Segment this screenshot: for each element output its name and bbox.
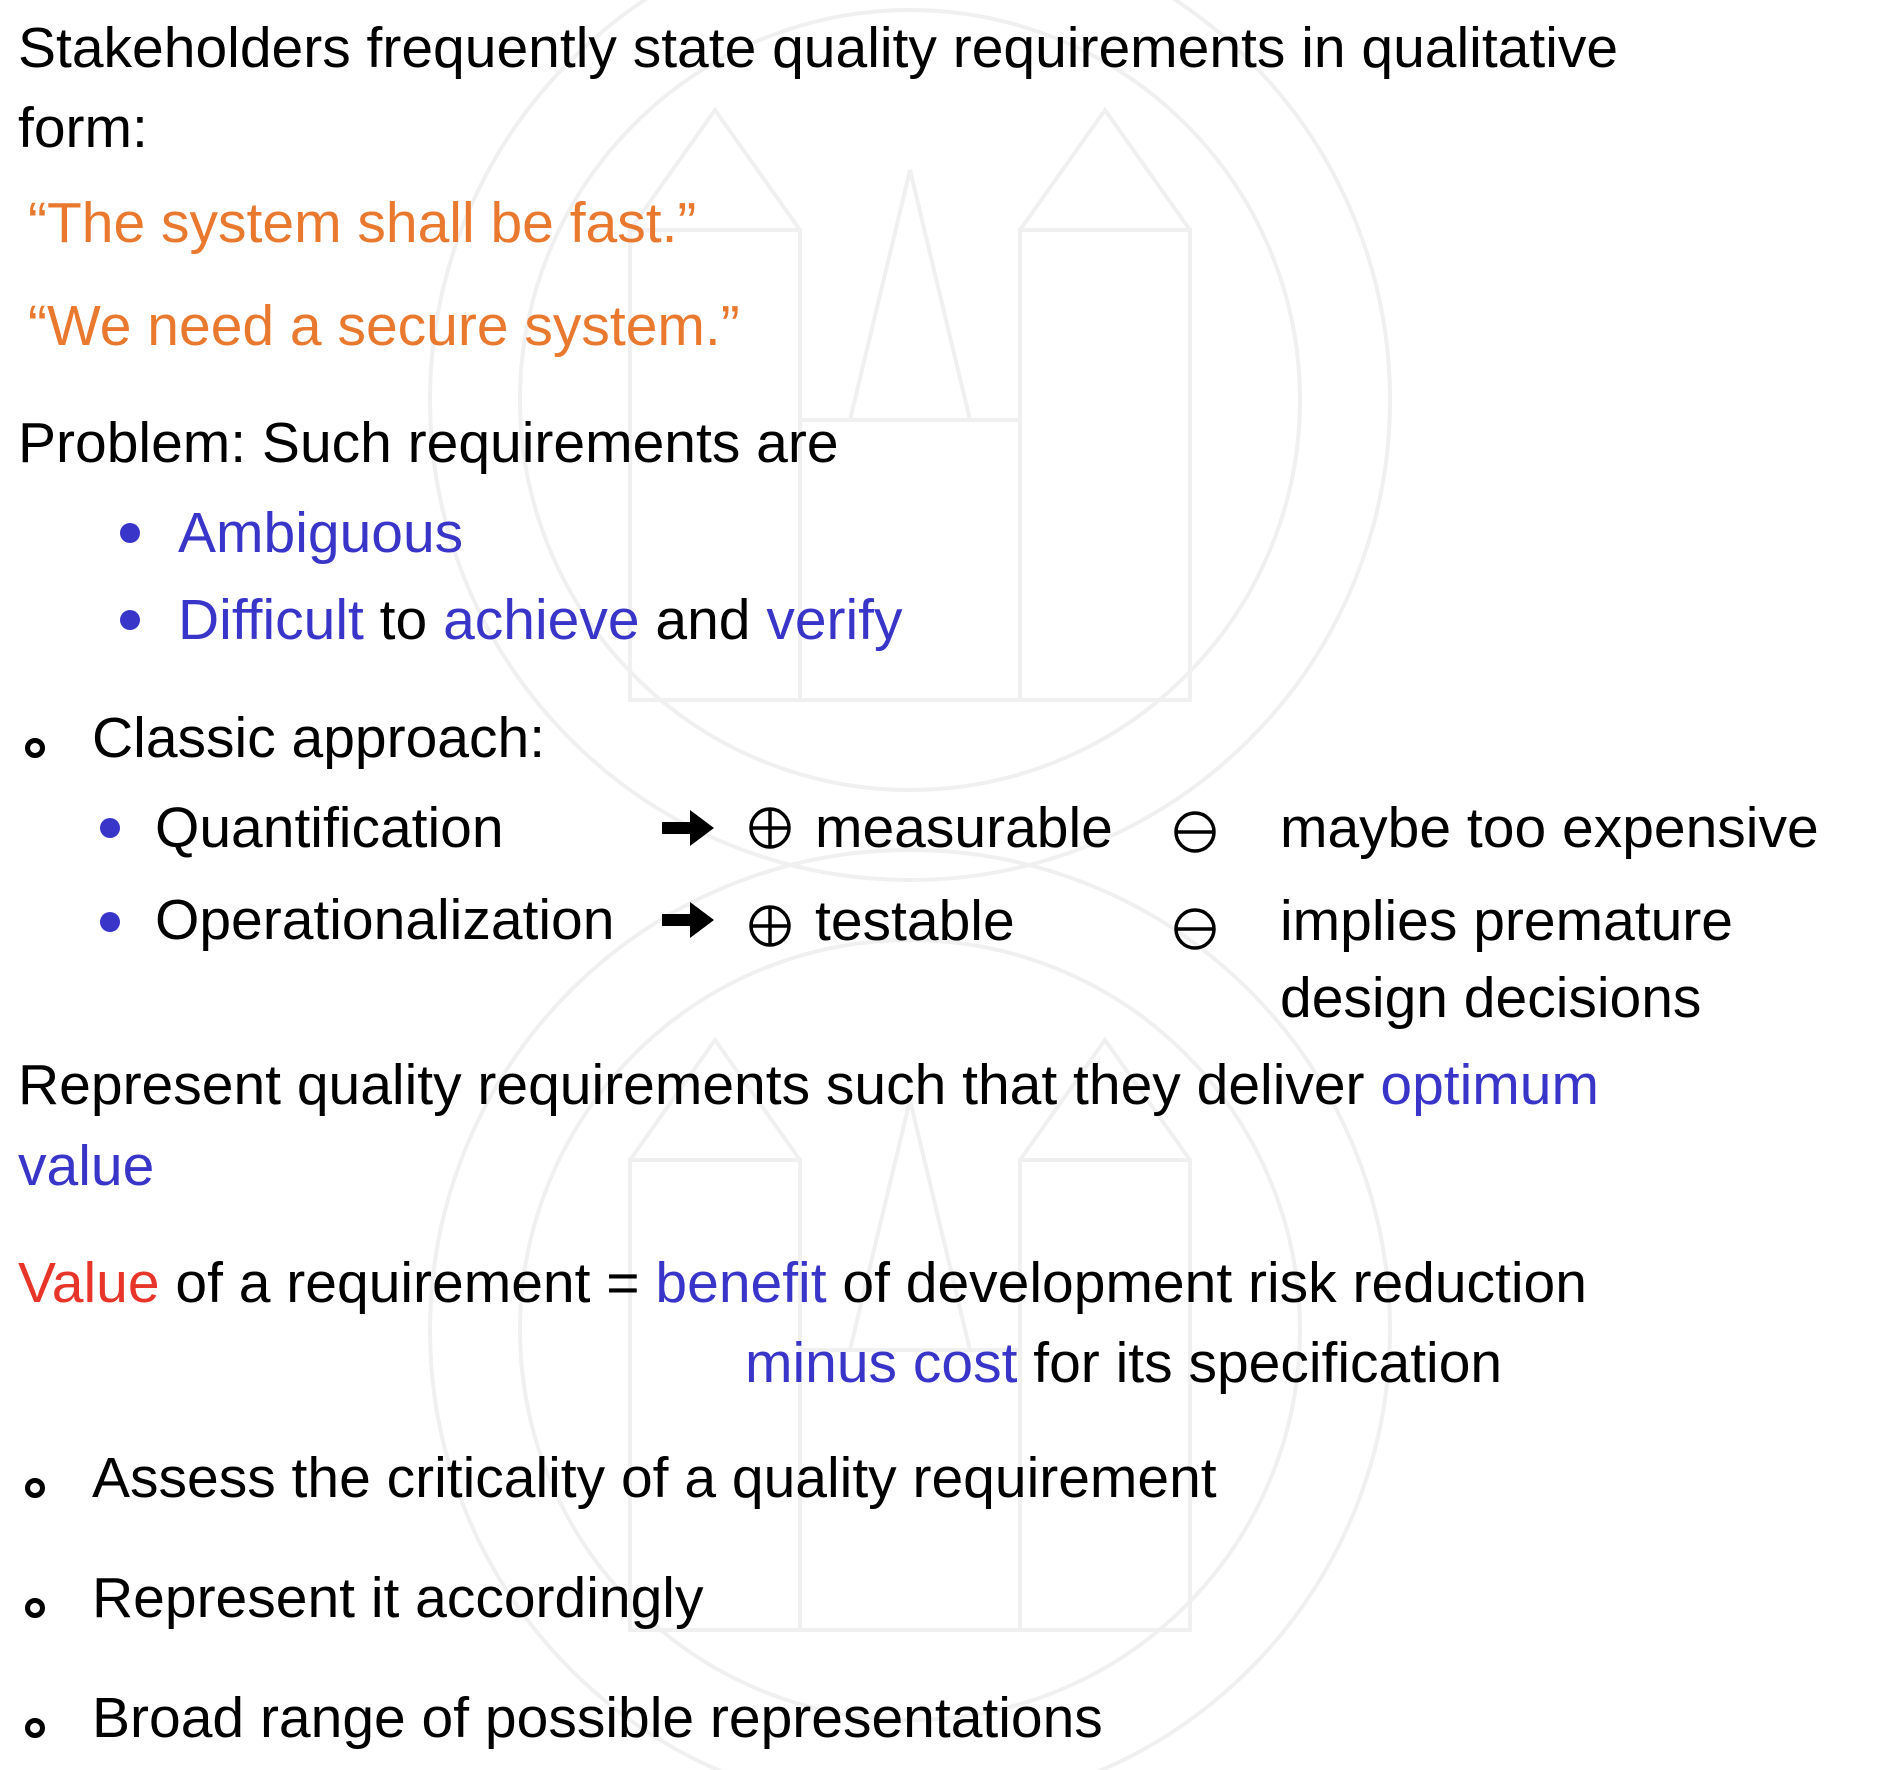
intro-line-1: Stakeholders frequently state quality requirements in qualitative [18, 16, 1619, 80]
word-verify: verify [766, 588, 903, 652]
pro-measurable: measurable [815, 796, 1113, 860]
value-definition-line-1 [18, 1251, 1587, 1315]
con-expensive: maybe too expensive [1280, 796, 1819, 860]
word-to: to [363, 588, 444, 652]
quote-fast: “The system shall be fast.” [28, 191, 697, 255]
bullet-dot [120, 610, 140, 630]
hollow-bullet-icon [25, 1478, 45, 1498]
value-text-b: of development risk reduction [826, 1251, 1587, 1315]
circled-minus-icon [1173, 907, 1217, 951]
represent-line-1 [18, 1053, 1599, 1117]
bullet-dot [100, 912, 120, 932]
problem-heading: Problem: Such requirements are [18, 411, 839, 475]
method-quantification: Quantification [155, 796, 504, 860]
intro-line-2: form: [18, 96, 148, 160]
value-definition-line-2 [745, 1331, 1503, 1395]
point-broad-range: Broad range of possible representations [92, 1686, 1103, 1750]
word-achieve: achieve [443, 588, 640, 652]
con-premature-line-2: design decisions [1280, 966, 1702, 1030]
word-minus-cost: minus cost [745, 1331, 1018, 1395]
circled-minus-icon [1173, 810, 1217, 854]
circled-plus-icon [748, 806, 792, 850]
represent-line-2: value [18, 1134, 155, 1198]
word-optimum: optimum [1380, 1053, 1599, 1117]
word-value: Value [18, 1251, 160, 1315]
bullet-ambiguous: Ambiguous [178, 501, 464, 565]
method-operationalization: Operationalization [155, 888, 615, 952]
bullet-difficult [178, 588, 903, 652]
right-arrow-icon [660, 898, 716, 942]
bullet-dot [100, 818, 120, 838]
word-benefit: benefit [655, 1251, 827, 1315]
hollow-bullet-icon [25, 738, 45, 758]
pro-testable: testable [815, 889, 1015, 953]
value-text-a: of a requirement = [159, 1251, 656, 1315]
quote-secure: “We need a secure system.” [28, 294, 740, 358]
word-difficult: Difficult [178, 588, 364, 652]
classic-heading: Classic approach: [92, 706, 546, 770]
point-represent: Represent it accordingly [92, 1566, 704, 1630]
con-premature-line-1: implies premature [1280, 889, 1733, 953]
represent-text: Represent quality requirements such that they deliver [18, 1053, 1381, 1117]
bullet-dot [120, 523, 140, 543]
right-arrow-icon [660, 806, 716, 850]
hollow-bullet-icon [25, 1598, 45, 1618]
word-and: and [639, 588, 767, 652]
circled-plus-icon [748, 904, 792, 948]
point-assess: Assess the criticality of a quality requirement [92, 1446, 1217, 1510]
hollow-bullet-icon [25, 1718, 45, 1738]
value-text-c: for its specification [1017, 1331, 1503, 1395]
